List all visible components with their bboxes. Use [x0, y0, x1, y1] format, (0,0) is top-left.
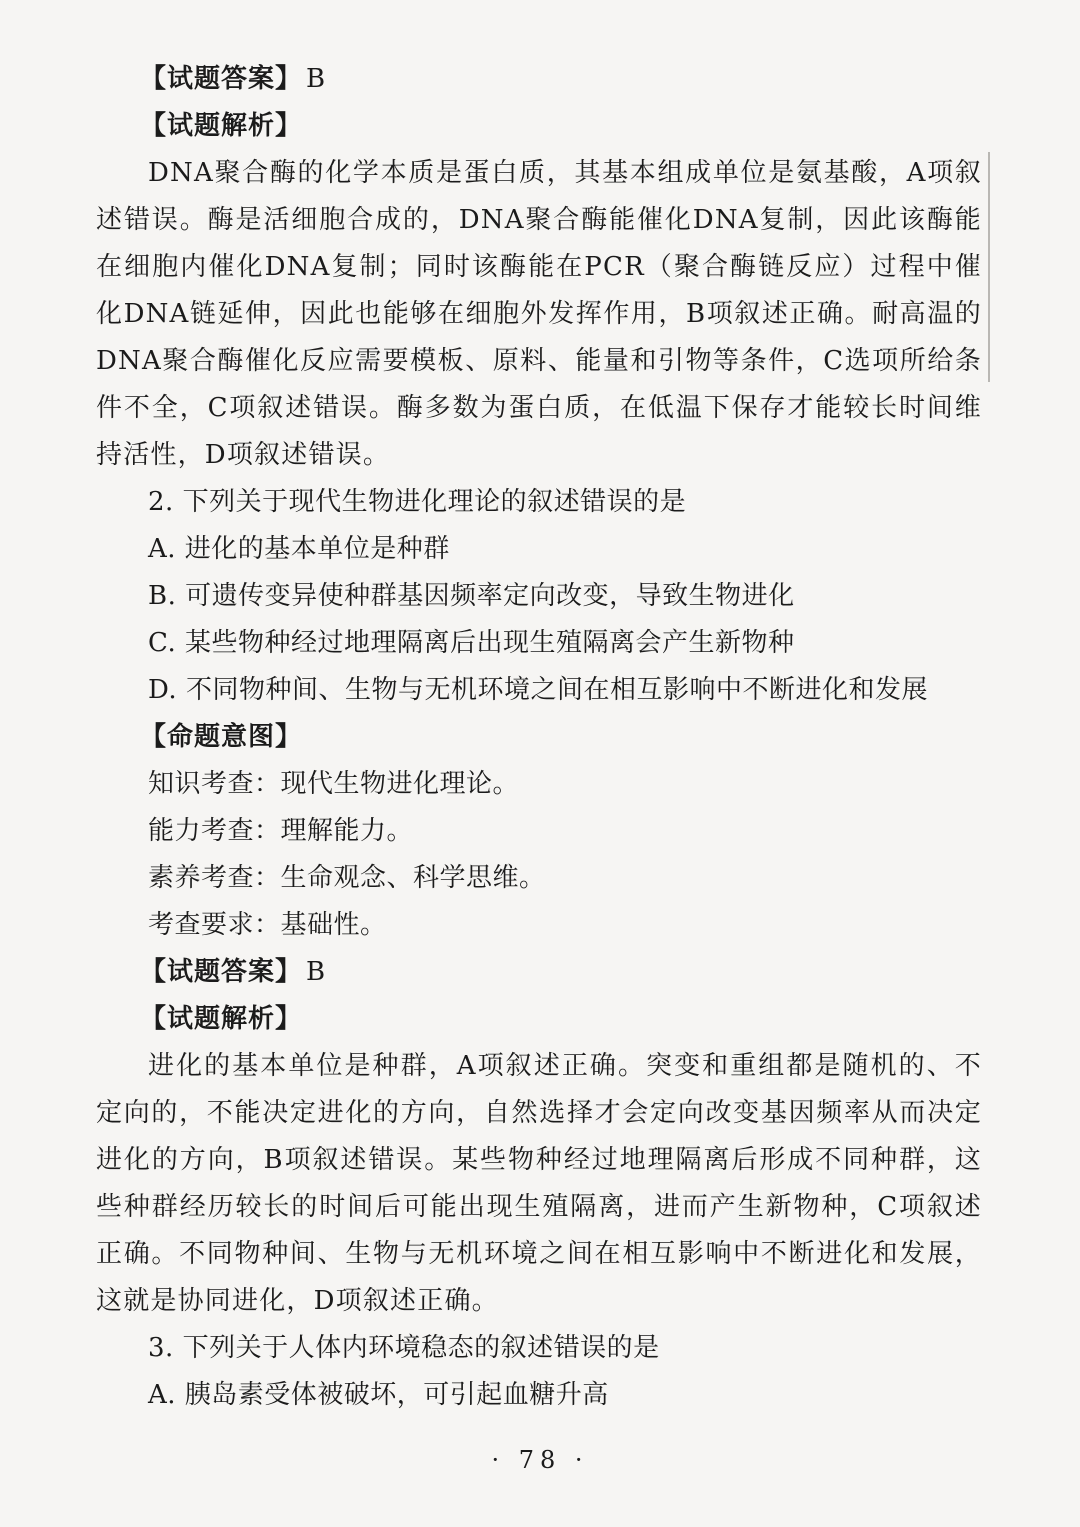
intent-literacy: 素养考查：生命观念、科学思维。 [148, 863, 546, 893]
question-3-stem: 3. 下列关于人体内环境稳态的叙述错误的是 [148, 1333, 660, 1363]
answer-heading-q2 [96, 949, 982, 996]
question-2-option-b: B. 可遗传变异使种群基因频率定向改变，导致生物进化 [148, 581, 795, 611]
page-content [96, 56, 982, 1419]
intent-requirement: 考查要求：基础性。 [148, 910, 387, 940]
intent-knowledge: 知识考查：现代生物进化理论。 [148, 769, 520, 799]
answer-heading-label: 【试题答案】 [140, 957, 303, 987]
question-2-option-d: D. 不同物种间、生物与无机环境之间在相互影响中不断进化和发展 [148, 675, 928, 705]
analysis-heading-q2: 【试题解析】 [140, 1004, 303, 1034]
question-2-option-c: C. 某些物种经过地理隔离后出现生殖隔离会产生新物种 [148, 628, 795, 658]
analysis-heading-q1: 【试题解析】 [140, 111, 303, 141]
analysis-text-q1: DNA聚合酶的化学本质是蛋白质，其基本组成单位是氨基酸，A项叙述错误。酶是活细胞合成的，DNA聚合酶能催化DNA复制，因此该酶能在细胞内催化DNA复制；同时该酶能在PCR（聚合酶链反应）过程中催化DNA链延伸，因此也能够在细胞外发挥作用，B项叙述正确。耐高温的DNA聚合酶催化反应需要模板、原料、能量和引物等条件，C选项所给条件不全，C项叙述错误。酶多数为蛋白质，在低温下保存才能较长时间维持活性，D项叙述错误。 [96, 158, 982, 470]
question-3-option-a: A. 胰岛素受体被破坏，可引起血糖升高 [148, 1380, 609, 1410]
intent-heading-q2: 【命题意图】 [140, 722, 303, 752]
answer-heading-label: 【试题答案】 [140, 64, 303, 94]
analysis-text-q2: 进化的基本单位是种群，A项叙述正确。突变和重组都是随机的、不定向的，不能决定进化的方向，自然选择才会定向改变基因频率从而决定进化的方向，B项叙述错误。某些物种经过地理隔离后形成不同种群，这些种群经历较长的时间后可能出现生殖隔离，进而产生新物种，C项叙述正确。不同物种间、生物与无机环境之间在相互影响中不断进化和发展，这就是协同进化，D项叙述正确。 [96, 1051, 982, 1316]
answer-heading-q1 [96, 56, 982, 103]
question-2-stem: 2. 下列关于现代生物进化理论的叙述错误的是 [148, 487, 687, 517]
question-2-option-a: A. 进化的基本单位是种群 [148, 534, 450, 564]
page-number: · 78 · [491, 1446, 589, 1474]
answer-value-q1: B [306, 64, 327, 94]
answer-value-q2: B [306, 957, 327, 987]
margin-line [988, 152, 990, 382]
intent-ability: 能力考查：理解能力。 [148, 816, 414, 846]
